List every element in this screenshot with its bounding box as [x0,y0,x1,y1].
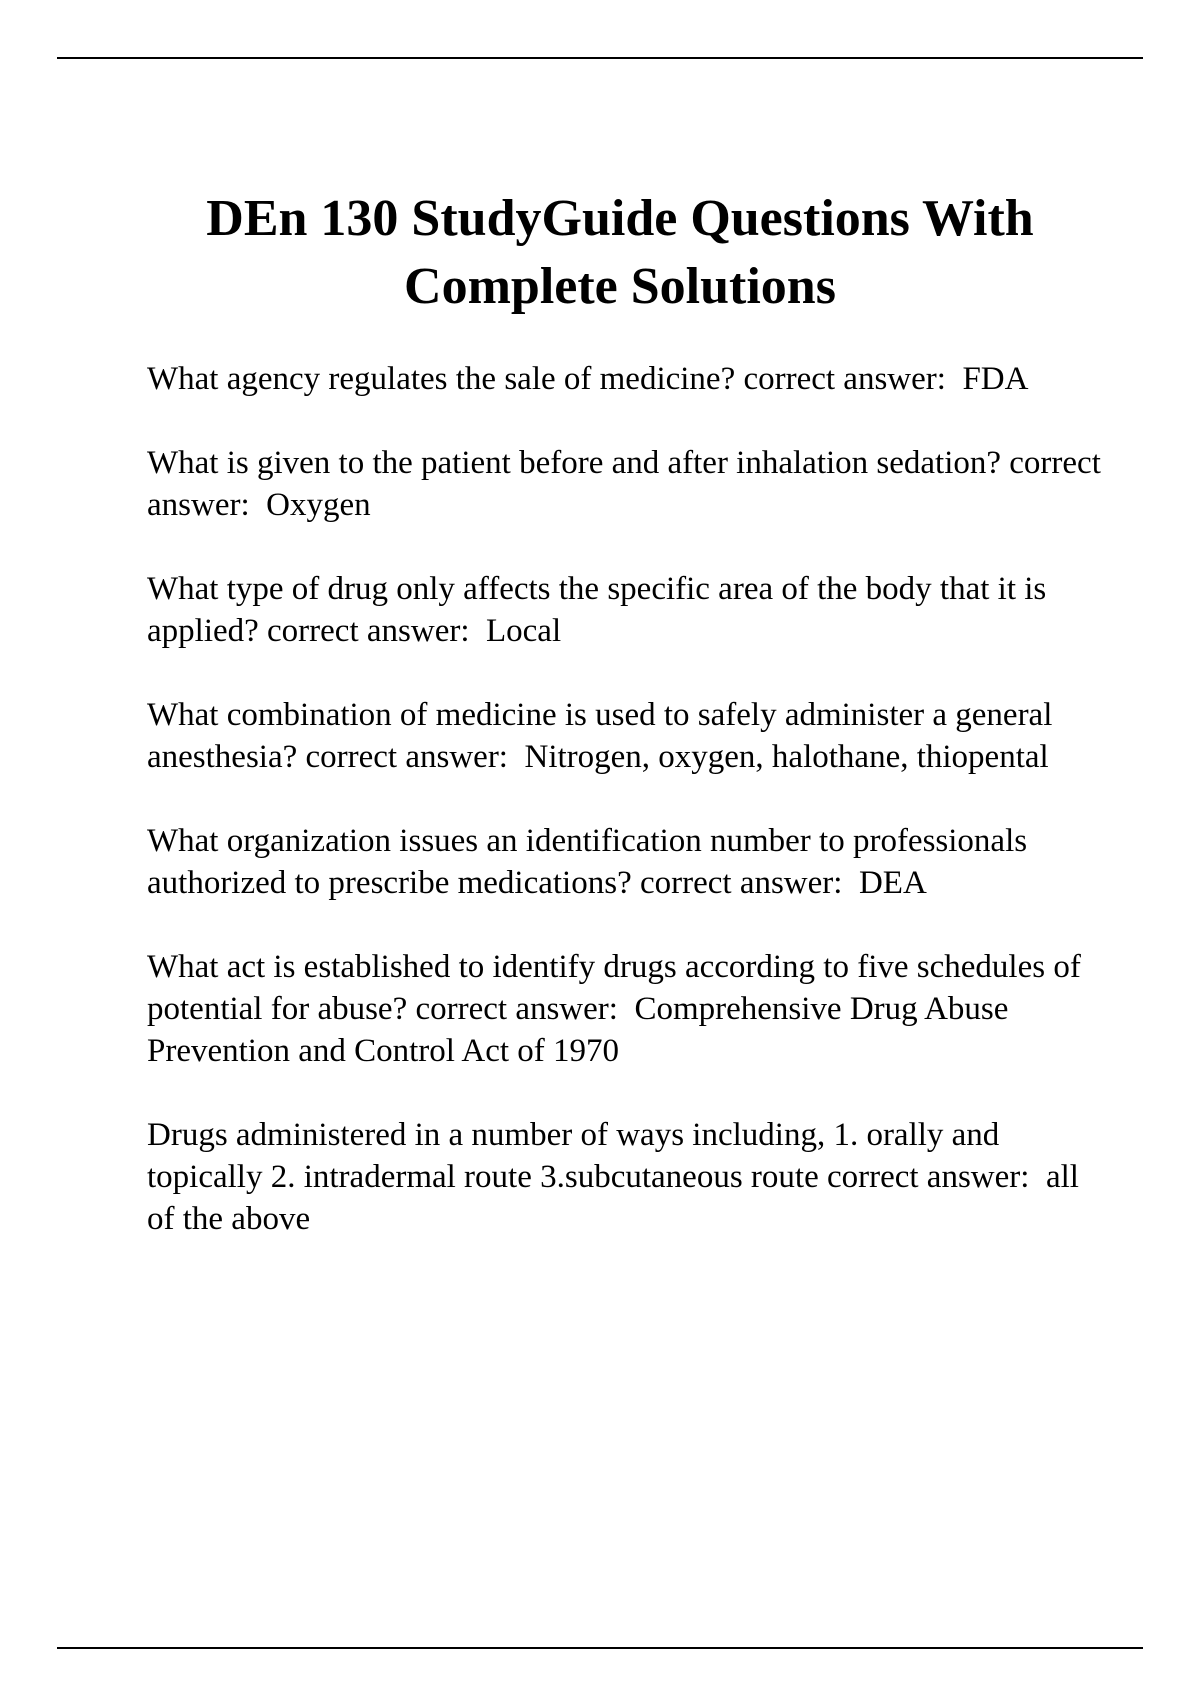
answer-text: Comprehensive Drug Abuse Prevention and Control Act of 1970 [147,991,1017,1069]
answer-text: DEA [858,865,927,901]
answer-text: all of the above [147,1159,1088,1237]
answer-label: correct answer: [415,991,618,1027]
qa-item [147,568,1107,652]
qa-item [147,358,1107,400]
answer-text: Nitrogen, oxygen, halothane, thiopental [524,739,1049,775]
qa-item [147,820,1107,904]
qa-item [147,1114,1107,1240]
answer-text: Oxygen [266,487,371,523]
question-text: What combination of medicine is used to safely administer a general anesthesia? [147,697,1061,775]
answer-label: correct answer: [305,739,508,775]
page-title: DEn 130 StudyGuide Questions With Complete Solutions [206,190,1034,315]
question-text: Drugs administered in a number of ways including, 1. orally and topically 2. intradermal route 3.subcutaneous route [147,1117,1008,1195]
qa-list [147,358,1110,1282]
qa-item [147,946,1107,1072]
answer-label: correct answer: [826,1159,1030,1195]
question-text: What organization issues an identification number to professionals authorized to prescribe medications? [147,823,1036,901]
qa-item [147,442,1110,526]
answer-label: correct answer: [743,361,946,397]
bottom-rule [57,1647,1143,1649]
question-text: What act is established to identify drugs according to five schedules of potential for abuse? [147,949,1090,1027]
answer-text: Local [486,613,562,649]
top-rule [57,57,1143,59]
answer-label: correct answer: [147,445,1110,523]
question-text: What type of drug only affects the specific area of the body that it is applied? [147,571,1055,649]
answer-label: correct answer: [639,865,843,901]
answer-label: correct answer: [267,613,470,649]
qa-item [147,694,1107,778]
answer-text: FDA [962,361,1029,397]
question-text: What agency regulates the sale of medicine? [147,361,736,397]
question-text: What is given to the patient before and after inhalation sedation? [147,445,1002,481]
